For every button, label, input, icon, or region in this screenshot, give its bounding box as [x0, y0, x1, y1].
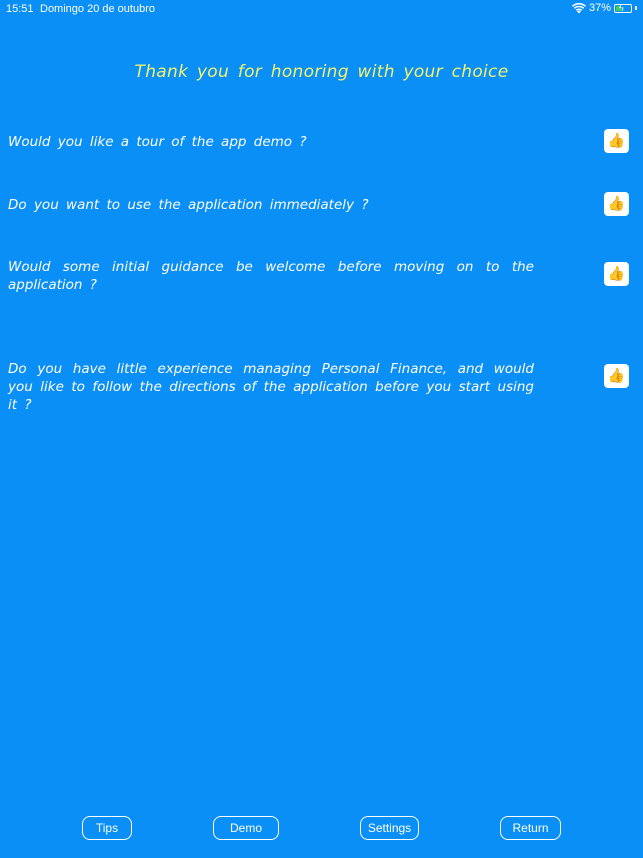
status-indicators [572, 2, 637, 14]
thumbs-up-button-use-immediately[interactable] [604, 192, 629, 216]
question-demo-tour: Would you like a tour of the app demo ? [8, 134, 307, 150]
tips-button[interactable]: Tips [82, 816, 132, 840]
battery-percent: 37% [588, 2, 611, 14]
battery-icon [614, 4, 632, 13]
battery-cap [635, 6, 637, 10]
question-follow-directions: Do you have little experience managing Personal Finance, and would you like to follow the directions of the application before you start using it ? [8, 361, 534, 413]
status-time: 15:51 [6, 3, 34, 15]
question-use-immediately: Do you want to use the application immediately ? [8, 197, 369, 213]
thumbs-up-button-follow-directions[interactable] [604, 364, 629, 388]
settings-button[interactable]: Settings [360, 816, 419, 840]
return-button[interactable]: Return [500, 816, 561, 840]
thumbs-up-button-demo-tour[interactable] [604, 129, 629, 153]
thumbs-up-icon: 👍 [607, 133, 626, 149]
charging-bolt-icon: ϟ [619, 2, 624, 13]
question-initial-guidance: Would some initial guidance be welcome before moving on to the application ? [8, 259, 534, 293]
thumbs-up-icon: 👍 [607, 266, 626, 282]
thumbs-up-icon: 👍 [607, 368, 626, 384]
thumbs-up-icon: 👍 [607, 196, 626, 212]
status-bar [0, 0, 643, 18]
demo-button[interactable]: Demo [213, 816, 279, 840]
status-date: Domingo 20 de outubro [40, 3, 155, 15]
wifi-icon [572, 3, 586, 14]
page-heading: Thank you for honoring with your choice [134, 62, 509, 82]
thumbs-up-button-initial-guidance[interactable] [604, 262, 629, 286]
